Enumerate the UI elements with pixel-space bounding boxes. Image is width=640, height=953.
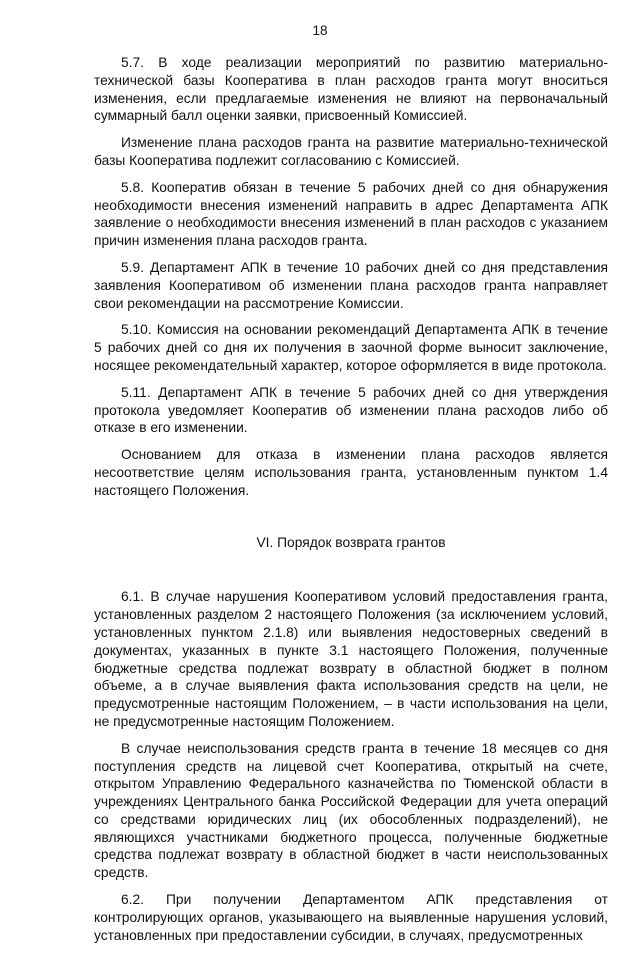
paragraph-5-10: 5.10. Комиссия на основании рекомендаций Департамента АПК в течение 5 рабочих дней со дня их получения в заочной форме выносит заключение, носящее рекомендательный характер, которое оформляется в виде протокола. <box>94 322 608 373</box>
paragraph-6-1: 6.1. В случае нарушения Кооперативом условий предоставления гранта, установленных разделом 2 настоящего Положения (за исключением условий, установленных пунктом 2.1.8) или выявления недостоверных сведений в документах, указанных в пункте 3.1 настоящего Положения, полученные бюджетные средства подлежат возврату в областной бюджет в полном объеме, а в случае выявления факта использования средств на цели, не предусмотренные настоящим Положением, – в части использования на цели, не предусмотренные настоящим Положением. <box>94 589 608 729</box>
page-number: 18 <box>312 23 328 38</box>
paragraph-5-11-continued: Основанием для отказа в изменении плана расходов является несоответствие целям использования гранта, установленным пунктом 1.4 настоящего Положения. <box>94 447 608 498</box>
paragraph-5-7-continued: Изменение плана расходов гранта на развитие материально-технической базы Кооператива подлежит согласованию с Комиссией. <box>94 135 608 168</box>
document-body <box>94 54 608 953</box>
paragraph-5-9: 5.9. Департамент АПК в течение 10 рабочих дней со дня представления заявления Кооперативом об изменении плана расходов гранта направляет свои рекомендации на рассмотрение Комиссии. <box>94 259 608 311</box>
paragraph-6-2: 6.2. При получении Департаментом АПК представления от контролирующих органов, указывающего на выявленные нарушения условий, установленных при предоставлении субсидии, в случаях, предусмотренных <box>94 892 608 943</box>
section-heading: VI. Порядок возврата грантов <box>256 534 446 550</box>
paragraph-5-8: 5.8. Кооператив обязан в течение 5 рабочих дней со дня обнаружения необходимости внесения изменений направить в адрес Департамента АПК заявление о необходимости внесения изменений в план расходов с указанием причин изменения плана расходов гранта. <box>94 179 608 249</box>
paragraph-5-7: 5.7. В ходе реализации мероприятий по развитию материально-технической базы Кооператива в план расходов гранта могут вноситься изменения, если предлагаемые изменения не влияют на первоначальный суммарный балл оценки заявки, присвоенный Комиссией. <box>94 55 608 124</box>
paragraph-6-1-continued: В случае неиспользования средств гранта в течение 18 месяцев со дня поступления средств на лицевой счет Кооператива, открытый на счете, открытом Управлению Федерального казначейства по Тюменской области в учреждениях Центрального банка Российской Федерации для учета операций со средствами юридических лиц (их обособленных подразделений), не являющихся участниками бюджетного процесса, полученные бюджетные средства подлежат возврату в областной бюджет в части неиспользованных средств. <box>94 740 608 881</box>
paragraph-5-11: 5.11. Департамент АПК в течение 5 рабочих дней со дня утверждения протокола уведомляет Кооператив об изменении плана расходов либо об отказе в его изменении. <box>94 384 608 436</box>
